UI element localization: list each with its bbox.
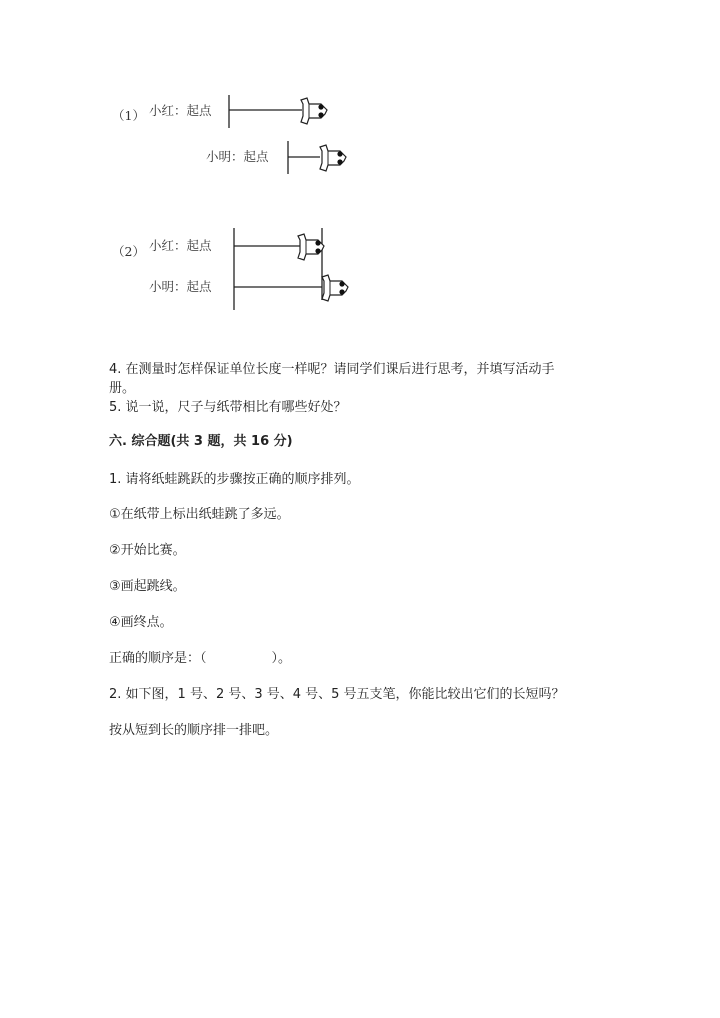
- step-3: ③画起跳线。: [109, 579, 186, 594]
- frog-icon: [301, 98, 327, 124]
- question-4: 4. 在测量时怎样保证单位长度一样呢？请同学们课后进行思考，并填写活动手: [109, 362, 555, 377]
- s6-question-2-cont: 按从短到长的顺序排一排吧。: [109, 723, 279, 738]
- xiaohong-start-label: 小红：起点: [149, 238, 212, 253]
- section-6-title: 六. 综合题(共 3 题，共 16 分): [109, 434, 293, 449]
- frog-icon: [298, 234, 324, 260]
- xiaoming-start-label: 小明：起点: [149, 279, 212, 294]
- question-4-cont: 册。: [109, 381, 136, 396]
- step-1: ①在纸带上标出纸蛙跳了多远。: [109, 507, 290, 522]
- s6-question-1: 1. 请将纸蛙跳跃的步骤按正确的顺序排列。: [109, 472, 360, 487]
- frog-jump-figure: [0, 0, 720, 340]
- xiaoming-start-label: 小明：起点: [206, 149, 269, 164]
- answer-blank: 正确的顺序是：（ ）。: [109, 651, 292, 666]
- xiaohong-start-label: 小红：起点: [149, 103, 212, 118]
- s6-question-2: 2. 如下图，1 号、2 号、3 号、4 号、5 号五支笔，你能比较出它们的长短吗？: [109, 687, 565, 702]
- question-5: 5. 说一说，尺子与纸带相比有哪些好处？: [109, 400, 347, 415]
- step-2: ②开始比赛。: [109, 543, 186, 558]
- step-4: ④画终点。: [109, 615, 173, 630]
- frog-icon: [322, 275, 348, 301]
- frog-icon: [320, 145, 346, 171]
- part1-label: （1）: [112, 108, 145, 123]
- part2-label: （2）: [112, 244, 145, 259]
